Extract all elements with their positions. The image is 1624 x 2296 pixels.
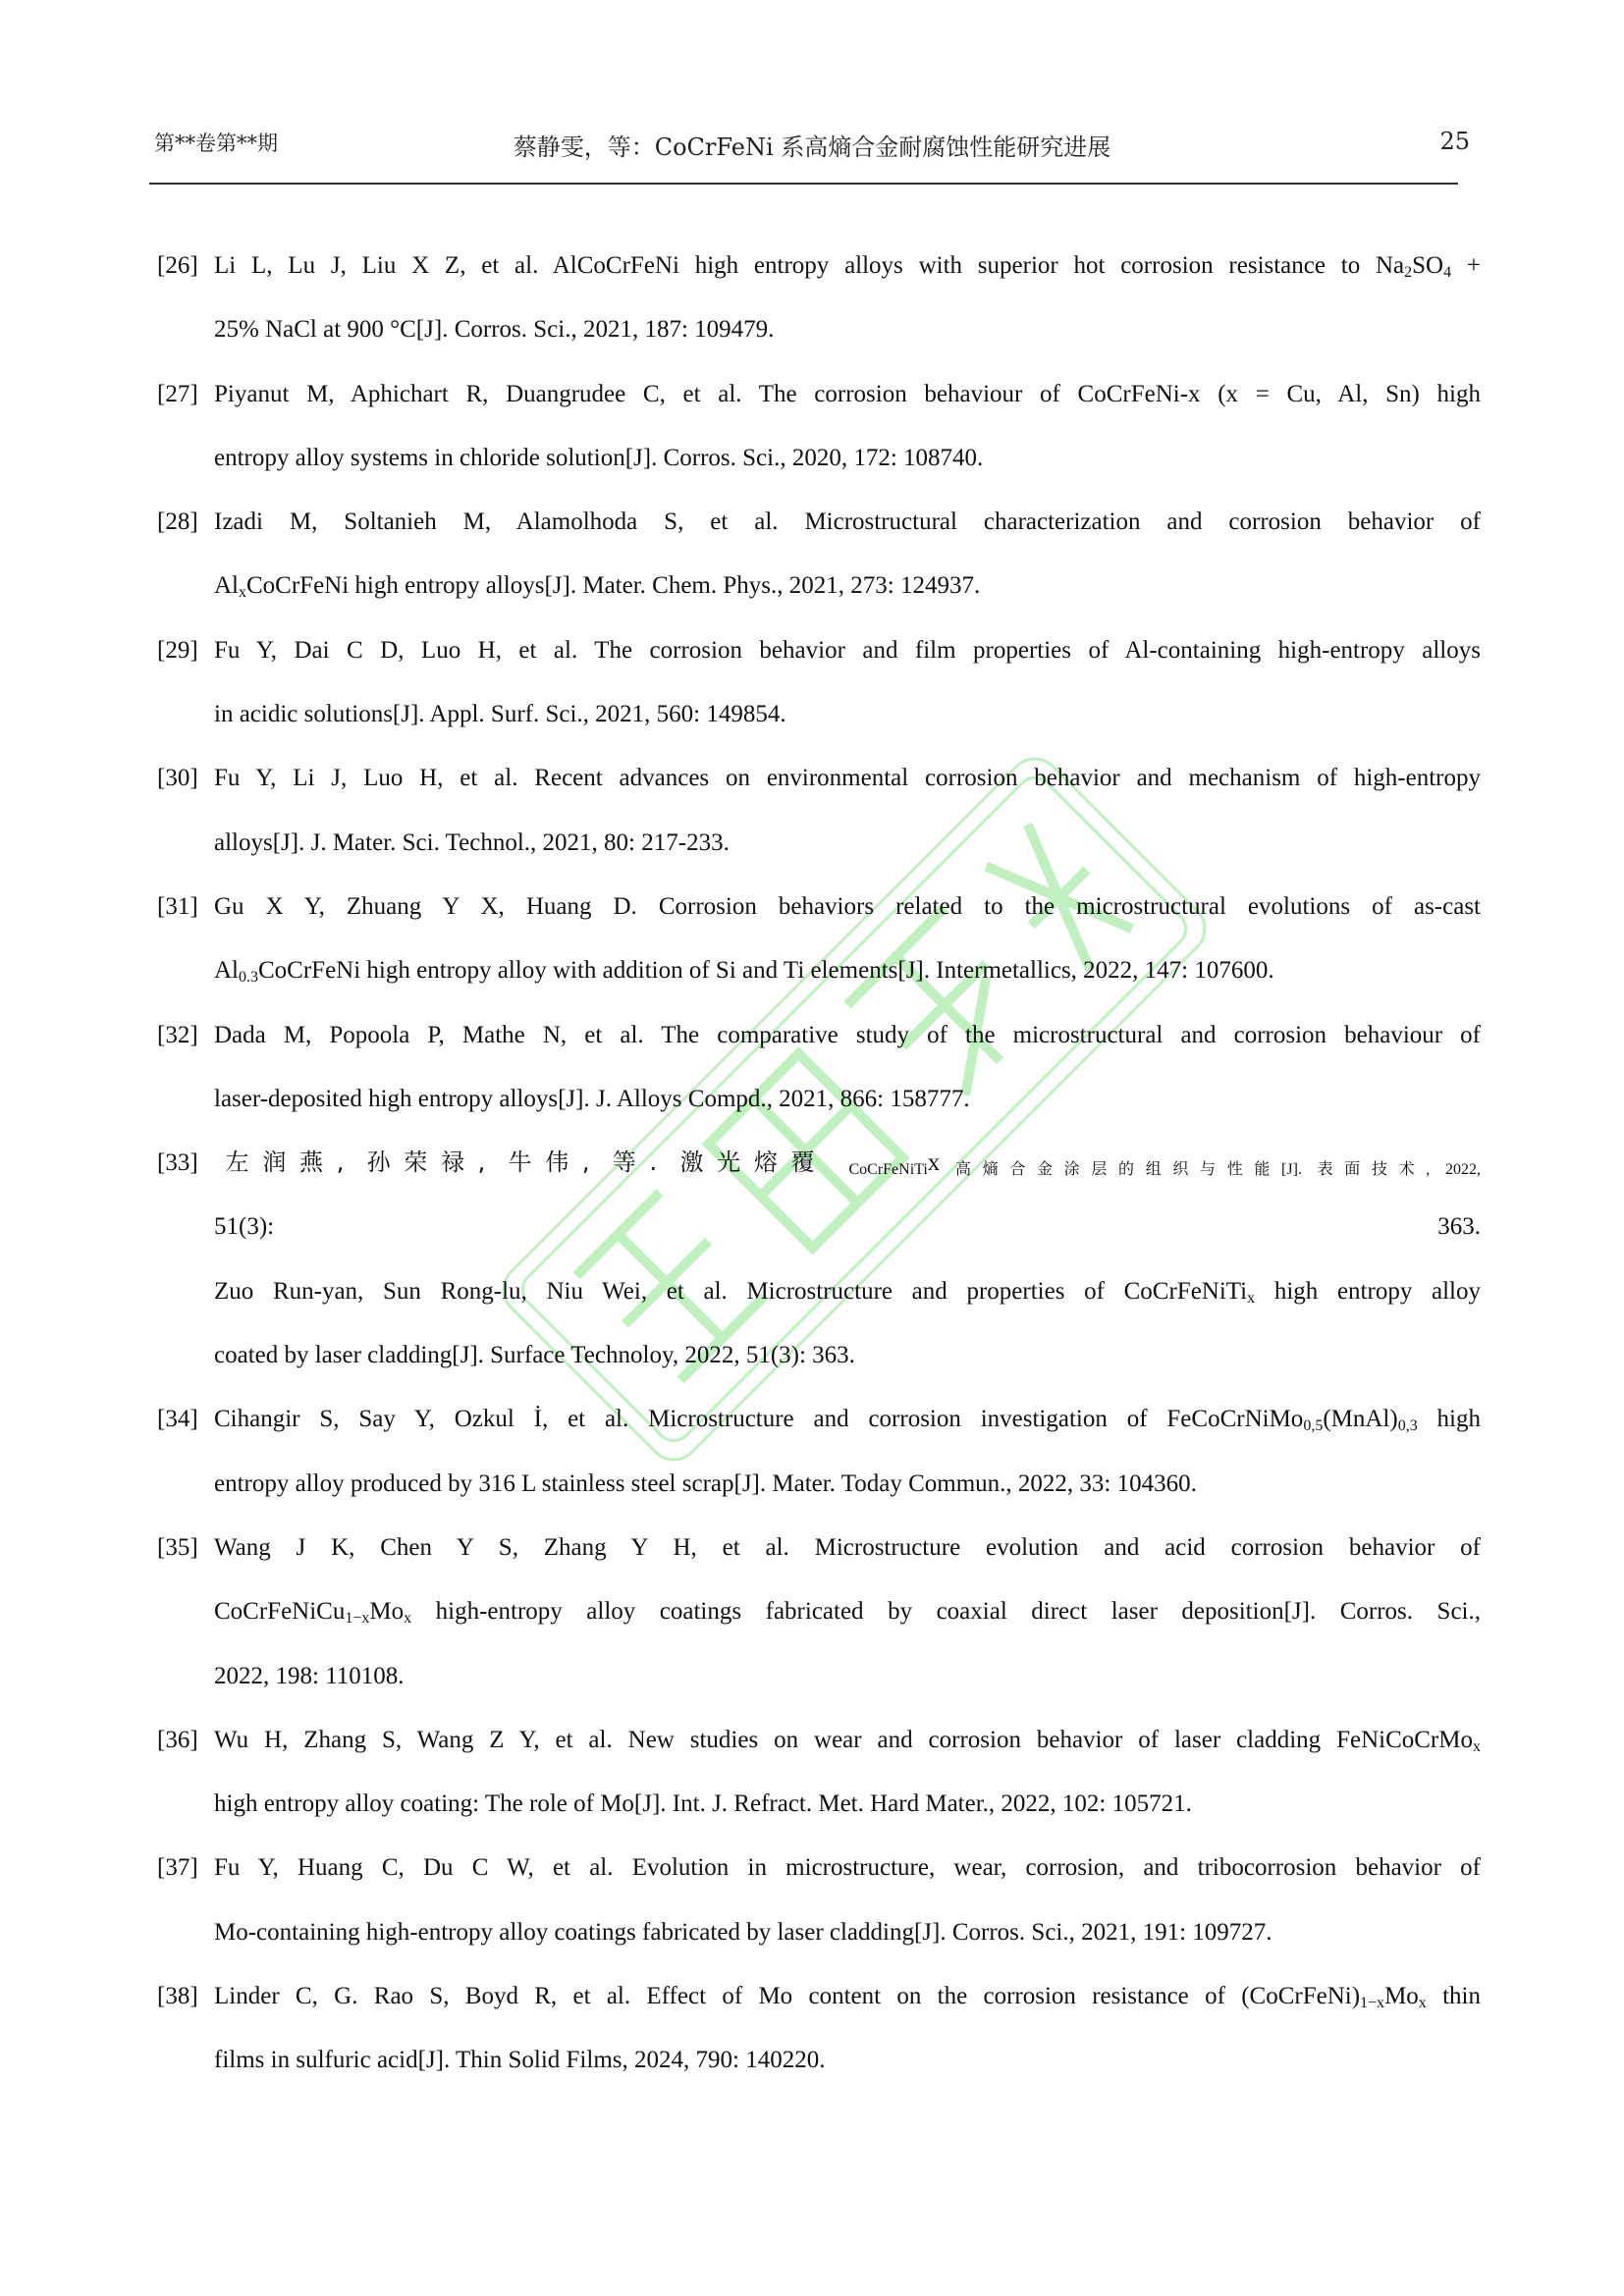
subscript: CoCrFeNiTi [848,1161,928,1179]
reference-line [157,746,1481,810]
reference-line [157,1195,1481,1258]
subscript: 1−x [1360,1995,1385,2012]
reference-number: [26] [157,252,198,279]
reference-line [157,618,1481,682]
reference-text: CoCrFeNi high entropy alloy with addition of Si and Ti elements[J]. Intermetallics, 2022, 147: 107600. [258,957,1274,985]
reference-text: laser-deposited high entropy alloys[J]. J. Alloys Compd., 2021, 866: 158777. [214,1085,970,1112]
reference-line [157,234,1481,297]
reference-text: CoCrFeNi high entropy alloys[J]. Mater. Chem. Phys., 2021, 273: 124937. [246,572,981,600]
reference-line [157,362,1481,426]
reference-line [157,1131,1481,1195]
subscript: x [1418,1995,1427,2012]
reference-text: Fu Y, Huang C, Du C W, et al. Evolution in microstructure, wear, corrosion, and tribocorrosion behavior of [214,1854,1481,1882]
reference-line [157,490,1481,554]
reference-item [157,1964,1481,2093]
subscript: x [404,1610,412,1628]
reference-text: Mo [369,1598,405,1626]
reference-text: Wu H, Zhang S, Wang Z Y, et al. New studies on wear and corrosion behavior of laser cladding FeNiCoCrMo [214,1726,1473,1753]
reference-item [157,362,1481,491]
reference-item [157,234,1481,362]
reference-item [157,490,1481,618]
reference-text: 2022, 198: 110108. [214,1662,405,1689]
reference-number: [38] [157,1983,198,2010]
reference-number: [35] [157,1533,198,1561]
reference-text: entropy alloy systems in chloride solution[J]. Corros. Sci., 2020, 172: 108740. [214,444,984,471]
reference-line [157,682,1481,746]
reference-number: [28] [157,508,198,536]
reference-line [157,1323,1481,1387]
subscript: 4 [1443,264,1452,281]
reference-item [157,1003,1481,1132]
reference-text: Linder C, G. Rao S, Boyd R, et al. Effect of Mo content on the corrosion resistance of (CoCrFeNi) [214,1983,1361,2010]
reference-text: Al [214,957,239,985]
reference-line [157,1836,1481,1899]
reference-text: x [927,1149,941,1177]
reference-line [157,1003,1481,1067]
reference-text: Fu Y, Li J, Luo H, et al. Recent advances on environmental corrosion behavior and mechanism of high-entropy [214,765,1481,792]
reference-line [157,1900,1481,1964]
reference-text: coated by laser cladding[J]. Surface Technoloy, 2022, 51(3): 363. [214,1342,855,1369]
reference-text: 左润燕, 孙荣禄, 牛伟, 等. 激光熔覆 [214,1148,849,1177]
reference-item [157,746,1481,875]
reference-line [157,1579,1481,1643]
reference-item [157,1387,1481,1516]
subscript: x [239,584,246,602]
reference-text: Fu Y, Dai C D, Luo H, et al. The corrosion behavior and film properties of Al-containing high-entropy alloys [214,636,1481,664]
reference-item [157,1516,1481,1708]
reference-text: Piyanut M, Aphichart R, Duangrudee C, et al. The corrosion behaviour of CoCrFeNi-x (x = Cu, Al, Sn) high [214,380,1481,407]
reference-text: Izadi M, Soltanieh M, Alamolhoda S, et al. Microstructural characterization and corrosion behavior of [214,508,1481,536]
reference-text: in acidic solutions[J]. Appl. Surf. Sci., 2021, 560: 149854. [214,701,786,728]
reference-text: high entropy alloy [1255,1277,1481,1305]
reference-item [157,618,1481,747]
reference-number: [37] [157,1854,198,1882]
reference-item [157,1836,1481,1964]
reference-line [157,297,1481,361]
journal-issue-label: 第**卷第**期 [154,132,278,155]
reference-number: [30] [157,765,198,792]
reference-line [157,2028,1481,2092]
reference-text: Cihangir S, Say Y, Ozkul İ, et al. Microstructure and corrosion investigation of FeCoCrNiMo [214,1406,1304,1433]
reference-number: [31] [157,892,198,920]
reference-text: entropy alloy produced by 316 L stainless steel scrap[J]. Mater. Today Commun., 2022, 33: 104360. [214,1469,1197,1497]
reference-line [157,1964,1481,2028]
reference-text: high entropy alloy coating: The role of Mo[J]. Int. J. Refract. Met. Hard Mater., 2022, 102: 105721. [214,1790,1192,1818]
reference-item [157,1708,1481,1837]
reference-item [157,1131,1481,1387]
reference-number: [33] [157,1149,198,1177]
reference-number: [36] [157,1726,198,1753]
header-rule [149,183,1458,185]
reference-text: high [1417,1406,1481,1433]
subscript: 0.3 [239,969,258,987]
reference-line [157,811,1481,875]
reference-line [157,1772,1481,1836]
reference-text: Wang J K, Chen Y S, Zhang Y H, et al. Microstructure evolution and acid corrosion behavior of [214,1533,1481,1561]
subscript: 0,3 [1397,1417,1418,1435]
reference-line [157,1067,1481,1131]
reference-text: Mo-containing high-entropy alloy coatings fabricated by laser cladding[J]. Corros. Sci., 2021, 191: 109727. [214,1918,1272,1946]
reference-line [157,1452,1481,1516]
reference-item [157,875,1481,1003]
reference-line [157,554,1481,617]
subscript: 1−x [345,1610,370,1628]
reference-text: Li L, Lu J, Liu X Z, et al. AlCoCrFeNi high entropy alloys with superior hot corrosion resistance to Na [214,252,1405,279]
reference-line [157,1387,1481,1451]
reference-text: CoCrFeNiCu [214,1598,346,1626]
reference-line [157,426,1481,490]
reference-text: Gu X Y, Zhuang Y X, Huang D. Corrosion behaviors related to the microstructural evolutions of as-cast [214,892,1481,920]
reference-text: high-entropy alloy coatings fabricated by coaxial direct laser deposition[J]. Corros. Sci., [411,1598,1481,1626]
reference-line [157,1516,1481,1579]
reference-text: 51(3): 363. [214,1213,1481,1241]
reference-text: Al [214,572,239,600]
reference-line [157,1708,1481,1772]
reference-text: films in sulfuric acid[J]. Thin Solid Films, 2024, 790: 140220. [214,2047,826,2074]
reference-text: 25% NaCl at 900 °C[J]. Corros. Sci., 2021, 187: 109479. [214,316,775,344]
reference-text: Mo [1384,1983,1419,2010]
running-title: 蔡静雯，等：CoCrFeNi 系高熵合金耐腐蚀性能研究进展 [513,133,1111,161]
reference-number: [34] [157,1406,198,1433]
reference-number: [32] [157,1021,198,1048]
reference-line [157,875,1481,938]
reference-line [157,1259,1481,1323]
page-number: 25 [1439,128,1470,155]
subscript: 高熵合金涂层的组织与性能[J]. 表面技术, 2022, [940,1161,1481,1179]
subscript: x [1247,1289,1256,1307]
reference-text: alloys[J]. J. Mater. Sci. Technol., 2021, 80: 217-233. [214,828,730,856]
reference-line [157,1644,1481,1708]
reference-text: thin [1426,1983,1481,2010]
reference-number: [29] [157,636,198,664]
reference-text: + [1451,252,1481,279]
subscript: x [1473,1737,1481,1755]
reference-text: SO [1412,252,1444,279]
reference-line [157,938,1481,1002]
subscript: 2 [1404,264,1413,281]
reference-text: Zuo Run-yan, Sun Rong-lu, Niu Wei, et al. Microstructure and properties of CoCrFeNiTi [214,1277,1248,1305]
reference-list [157,234,1481,2093]
subscript: 0,5 [1303,1417,1324,1435]
reference-text: (MnAl) [1323,1406,1398,1433]
reference-text: Dada M, Popoola P, Mathe N, et al. The comparative study of the microstructural and corrosion behaviour of [214,1021,1481,1048]
reference-number: [27] [157,380,198,407]
